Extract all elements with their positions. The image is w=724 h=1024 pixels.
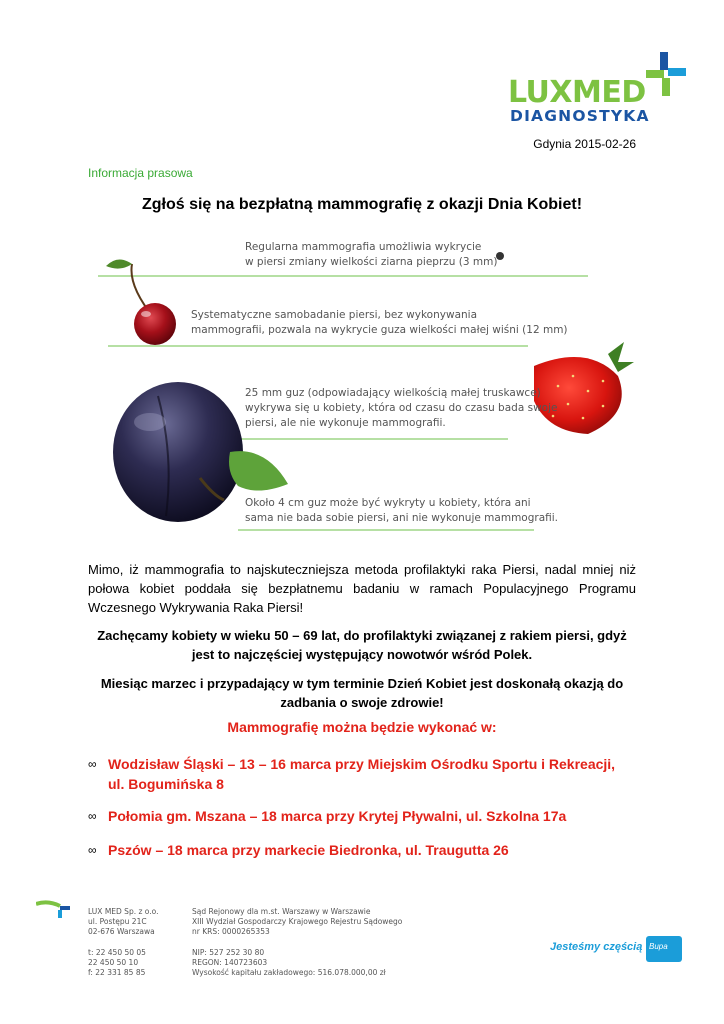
footer-registry-info: Sąd Rejonowy dla m.st. Warszawy w Warszawie XIII Wydział Gospodarczy Krajowego Rejestru Sądowego nr KRS: 0000265353 NIP: 527 252 30 80 REGON: 140723603 Wysokość kapitału zakładowego: 516.078.000,00 zł: [192, 907, 403, 978]
caption-strawberry: 25 mm guz (odpowiadający wielkością małej truskawce) wykrywa się u kobiety, która od czasu do czasu bada swoje piersi, ale nie wykonuje mammografii.: [245, 387, 558, 429]
bupa-logo: [646, 936, 682, 962]
encouragement-paragraph: Zachęcamy kobiety w wieku 50 – 69 lat, do profilaktyki związanej z rakiem piersi, gdyż jest to najczęściej występujący nowotwór wśród Polek.: [97, 628, 627, 662]
location-text: Pszów – 18 marca przy markecie Biedronka, ul. Traugutta 26: [108, 842, 509, 858]
caption-cherry: Systematyczne samobadanie piersi, bez wykonywania mammografii, pozwala na wykrycie guza wielkości małej wiśni (12 mm): [191, 309, 568, 336]
intro-paragraph: Mimo, iż mammografia to najskuteczniejsza metoda profilaktyki raka Piersi, nadal mniej niż połowa kobiet poddała się bezpłatnemu badaniu w ramach Populacyjnego Programu Wczesnego Wykrywania Raka Piersi!: [88, 562, 636, 615]
caption-plum: Około 4 cm guz może być wykryty u kobiety, która ani sama nie bada sobie piersi, ani nie wykonuje mammografii.: [245, 497, 559, 524]
logo-cross-icon: [642, 52, 686, 96]
bupa-partner-badge: [550, 936, 690, 960]
bupa-logo-text: Bupa: [649, 942, 668, 951]
press-label: Informacja prasowa: [88, 166, 193, 180]
location-text: Wodzisław Śląski – 13 – 16 marca przy Miejskim Ośrodku Sportu i Rekreacji, ul. Bogumińska 8: [108, 756, 616, 792]
partner-text: Jesteśmy częścią: [550, 941, 643, 953]
locations-heading: Mammografię można będzie wykonać w:: [227, 719, 497, 735]
womens-day-paragraph: Miesiąc marzec i przypadający w tym terminie Dzień Kobiet jest doskonałą okazją do zadbania o swoje zdrowie!: [100, 676, 624, 710]
infinity-bullet-icon: ∞: [88, 843, 97, 857]
list-item: [88, 754, 628, 794]
cherry-icon: [106, 259, 176, 345]
footer-logo-mark-icon: [36, 898, 72, 918]
caption-pepper: Regularna mammografia umożliwia wykrycie w piersi zmiany wielkości ziarna pieprzu (3 mm): [245, 241, 498, 268]
list-item: [88, 806, 628, 826]
logo-text-diagnostyka: DIAGNOSTYKA: [510, 107, 650, 125]
page-title: Zgłoś się na bezpłatną mammografię z okazji Dnia Kobiet!: [141, 196, 583, 213]
list-item: [88, 840, 628, 860]
location-text: Połomia gm. Mszana – 18 marca przy Krytej Pływalni, ul. Szkolna 17a: [108, 808, 567, 824]
document-date: Gdynia 2015-02-26: [533, 137, 636, 151]
logo-text-luxmed: LUXMED: [508, 75, 646, 110]
infinity-bullet-icon: ∞: [88, 809, 97, 823]
infinity-bullet-icon: ∞: [88, 757, 97, 771]
infographic: [88, 226, 636, 544]
luxmed-diagnostyka-logo: [508, 52, 688, 127]
footer-company-info: LUX MED Sp. z o.o. ul. Postępu 21C 02-676 Warszawa t: 22 450 50 05 22 450 50 10 f: 22 331 85 85: [88, 907, 159, 978]
